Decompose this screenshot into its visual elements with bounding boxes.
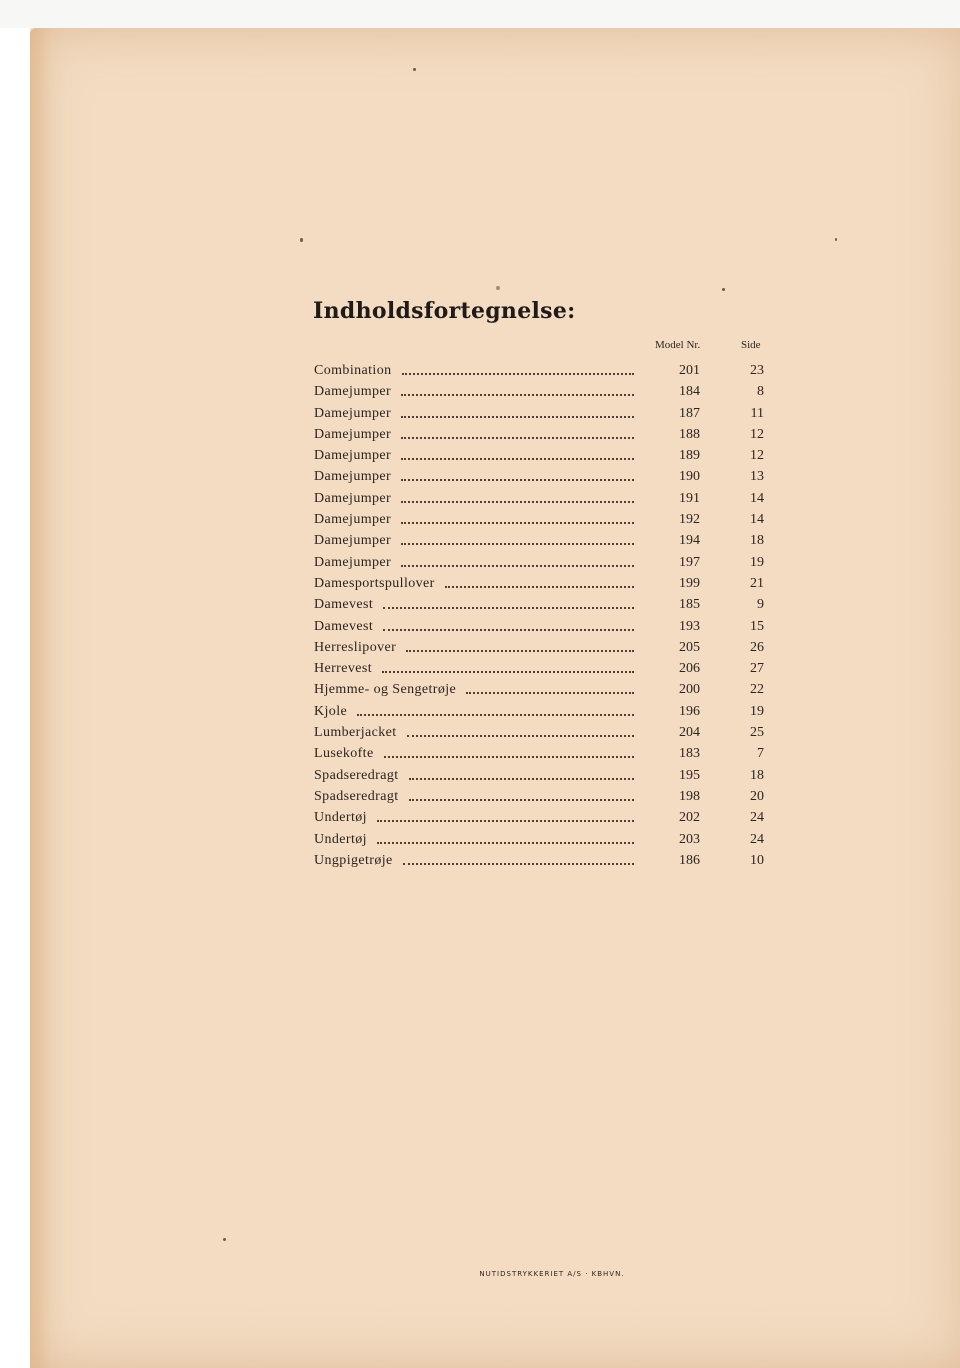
- toc-entry-page-number: 11: [750, 405, 764, 421]
- toc-entry-title: Damejumper: [314, 533, 392, 549]
- toc-entry-title: Damejumper: [314, 448, 392, 464]
- paper-speck: [835, 238, 837, 241]
- toc-entry-page-number: 19: [750, 554, 764, 570]
- dot-leader: [377, 820, 634, 822]
- dot-leader: [409, 799, 634, 801]
- toc-entry-model-number: 189: [679, 448, 700, 464]
- toc-entry-page-number: 20: [750, 788, 764, 804]
- toc-row: [314, 530, 774, 551]
- toc-entry-page-number: 19: [750, 703, 764, 719]
- toc-row: [314, 573, 774, 594]
- toc-entry-title: Damejumper: [314, 554, 392, 570]
- dot-leader: [445, 586, 634, 588]
- toc-entry-page-number: 13: [750, 469, 764, 485]
- toc-entry-model-number: 195: [679, 767, 700, 783]
- toc-entry-title: Damejumper: [314, 384, 392, 400]
- toc-entry-title: Damevest: [314, 597, 374, 613]
- toc-entry-page-number: 26: [750, 639, 764, 655]
- column-header-model: Model Nr.: [655, 339, 701, 351]
- toc-entry-page-number: 14: [750, 490, 764, 506]
- dot-leader: [401, 394, 634, 396]
- dot-leader: [466, 692, 634, 694]
- toc-entry-title: Lusekofte: [314, 746, 374, 762]
- toc-entry-page-number: 10: [750, 852, 764, 868]
- toc-entry-title: Damejumper: [314, 405, 392, 421]
- toc-entry-page-number: 8: [757, 384, 764, 400]
- toc-entry-page-number: 15: [750, 618, 764, 634]
- toc-row: [314, 765, 774, 786]
- toc-entry-model-number: 196: [679, 703, 700, 719]
- dot-leader: [406, 650, 634, 652]
- contents-title: Indholdsfortegnelse:: [313, 298, 576, 324]
- toc-row: [314, 403, 774, 424]
- toc-entry-model-number: 187: [679, 405, 700, 421]
- toc-entry-page-number: 24: [750, 831, 764, 847]
- toc-entry-model-number: 194: [679, 533, 700, 549]
- toc-entry-title: Spadseredragt: [314, 788, 399, 804]
- toc-entry-title: Undertøj: [314, 831, 367, 847]
- dot-leader: [384, 756, 634, 758]
- toc-entry-title: Damejumper: [314, 469, 392, 485]
- toc-row: [314, 445, 774, 466]
- toc-entry-title: Damejumper: [314, 512, 392, 528]
- toc-entry-page-number: 24: [750, 810, 764, 826]
- paper-speck: [223, 1238, 226, 1241]
- toc-row: [314, 829, 774, 850]
- toc-row: [314, 722, 774, 743]
- toc-entry-page-number: 27: [750, 661, 764, 677]
- dot-leader: [403, 863, 634, 865]
- toc-row: [314, 679, 774, 700]
- toc-entry-title: Damejumper: [314, 426, 392, 442]
- table-of-contents: [314, 360, 774, 871]
- toc-entry-page-number: 12: [750, 426, 764, 442]
- toc-entry-title: Spadseredragt: [314, 767, 399, 783]
- toc-row: [314, 786, 774, 807]
- toc-row: [314, 381, 774, 402]
- dot-leader: [377, 842, 634, 844]
- toc-row: [314, 743, 774, 764]
- toc-entry-page-number: 9: [757, 597, 764, 613]
- toc-entry-model-number: 197: [679, 554, 700, 570]
- toc-entry-model-number: 191: [679, 490, 700, 506]
- toc-row: [314, 424, 774, 445]
- toc-entry-model-number: 193: [679, 618, 700, 634]
- toc-row: [314, 360, 774, 381]
- dot-leader: [401, 479, 634, 481]
- dot-leader: [357, 714, 634, 716]
- toc-entry-title: Damesportspullover: [314, 575, 435, 591]
- toc-row: [314, 509, 774, 530]
- toc-entry-model-number: 203: [679, 831, 700, 847]
- column-header-page: Side: [741, 339, 761, 351]
- dot-leader: [402, 373, 634, 375]
- toc-entry-title: Damejumper: [314, 490, 392, 506]
- toc-entry-title: Kjole: [314, 703, 348, 719]
- toc-entry-model-number: 184: [679, 384, 700, 400]
- toc-entry-page-number: 21: [750, 575, 764, 591]
- toc-entry-model-number: 185: [679, 597, 700, 613]
- dot-leader: [407, 735, 634, 737]
- paper-speck: [300, 238, 303, 242]
- printer-imprint: NUTIDSTRYKKERIET A/S · KBHVN.: [479, 1270, 625, 1278]
- paper-speck: [413, 68, 416, 71]
- toc-entry-model-number: 192: [679, 512, 700, 528]
- toc-entry-model-number: 205: [679, 639, 700, 655]
- dot-leader: [401, 522, 634, 524]
- toc-row: [314, 701, 774, 722]
- toc-entry-page-number: 22: [750, 682, 764, 698]
- toc-entry-page-number: 14: [750, 512, 764, 528]
- toc-entry-model-number: 199: [679, 575, 700, 591]
- toc-entry-title: Hjemme- og Sengetrøje: [314, 682, 457, 698]
- dot-leader: [401, 501, 634, 503]
- toc-entry-model-number: 183: [679, 746, 700, 762]
- toc-entry-title: Herreslipover: [314, 639, 397, 655]
- scan-background: [0, 0, 960, 28]
- toc-entry-model-number: 201: [679, 363, 700, 378]
- toc-row: [314, 466, 774, 487]
- toc-entry-page-number: 12: [750, 448, 764, 464]
- toc-entry-model-number: 204: [679, 725, 700, 741]
- toc-row: [314, 850, 774, 871]
- dot-leader: [382, 671, 634, 673]
- toc-row: [314, 552, 774, 573]
- toc-entry-title: Ungpigetrøje: [314, 852, 393, 868]
- dot-leader: [401, 416, 634, 418]
- toc-entry-title: Lumberjacket: [314, 725, 397, 741]
- toc-entry-model-number: 202: [679, 810, 700, 826]
- toc-row: [314, 488, 774, 509]
- toc-entry-model-number: 190: [679, 469, 700, 485]
- paper-speck: [722, 288, 725, 291]
- toc-entry-page-number: 18: [750, 533, 764, 549]
- dot-leader: [383, 607, 634, 609]
- paper-edge-shading: [30, 28, 52, 1368]
- toc-entry-page-number: 25: [750, 725, 764, 741]
- toc-row: [314, 658, 774, 679]
- dot-leader: [401, 458, 634, 460]
- toc-row: [314, 594, 774, 615]
- toc-row: [314, 807, 774, 828]
- toc-entry-title: Undertøj: [314, 810, 367, 826]
- toc-row: [314, 637, 774, 658]
- toc-entry-model-number: 186: [679, 852, 700, 868]
- toc-entry-page-number: 23: [750, 363, 764, 378]
- toc-entry-title: Combination: [314, 363, 392, 378]
- dot-leader: [401, 543, 634, 545]
- dot-leader: [401, 437, 634, 439]
- toc-entry-title: Herrevest: [314, 661, 373, 677]
- toc-row: [314, 616, 774, 637]
- toc-entry-model-number: 206: [679, 661, 700, 677]
- toc-entry-page-number: 18: [750, 767, 764, 783]
- dot-leader: [409, 778, 634, 780]
- dot-leader: [383, 629, 634, 631]
- toc-entry-model-number: 198: [679, 788, 700, 804]
- toc-entry-title: Damevest: [314, 618, 374, 634]
- toc-entry-page-number: 7: [757, 746, 764, 762]
- dot-leader: [401, 565, 634, 567]
- toc-entry-model-number: 188: [679, 426, 700, 442]
- toc-entry-model-number: 200: [679, 682, 700, 698]
- paper-speck: [496, 286, 500, 290]
